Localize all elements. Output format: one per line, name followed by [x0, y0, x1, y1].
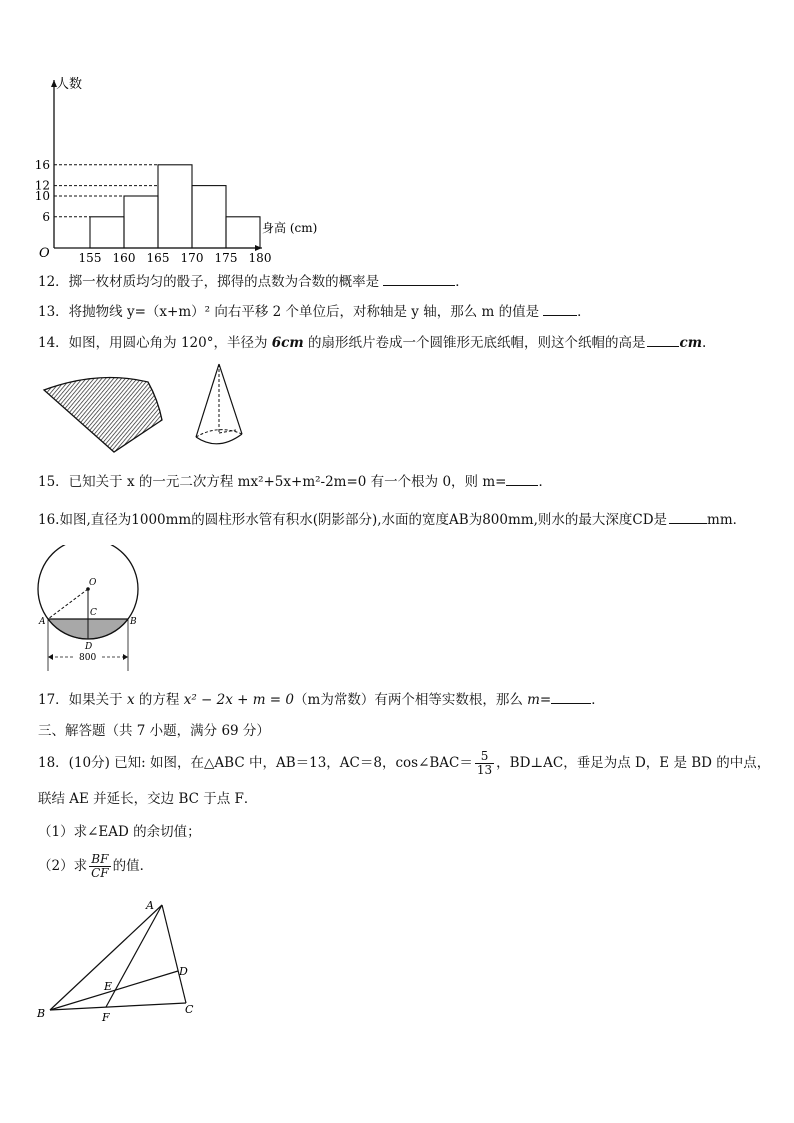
q13-end: ． [577, 304, 591, 320]
sector-shape [44, 378, 162, 453]
question-18-line2: 联结 AE 并延长，交边 BC 于点 F． [38, 791, 258, 807]
histogram-bar [90, 217, 124, 248]
origin-label: O [39, 246, 50, 261]
q18-ratio-num: BF [89, 853, 111, 867]
q17-equation: x² − 2x + m = 0 [183, 692, 295, 708]
q14-radius: 6cm [271, 335, 304, 351]
x-tick-label: 170 [180, 251, 204, 265]
q15-end: ． [538, 474, 552, 490]
triangle-figure [34, 895, 204, 1025]
label-c: C [90, 608, 97, 618]
q17-answer-blank[interactable] [551, 690, 591, 704]
label-b: B [37, 1007, 46, 1020]
q17-mid: 的方程 [134, 692, 184, 708]
question-14 [38, 333, 706, 352]
q13-answer-blank[interactable] [543, 302, 577, 316]
label-d: D [85, 642, 93, 652]
q14-end: . [702, 335, 707, 351]
q15-answer-blank[interactable] [506, 472, 538, 486]
pipe-cross-section-figure [34, 545, 144, 675]
q15-text: 15．已知关于 x 的一元二次方程 mx²+5x+m²-2m=0 有一个根为 0，则 m= [38, 474, 507, 490]
label-a: A [39, 617, 46, 627]
cone-figure [190, 360, 250, 452]
section-heading: 三、解答题（共 7 小题，满分 69 分） [38, 723, 270, 739]
q14-unit: cm [679, 335, 702, 351]
q17-pre: 17．如果关于 [38, 692, 127, 708]
label-b: B [130, 617, 137, 627]
x-tick-label: 175 [214, 251, 238, 265]
q14-post: 的扇形纸片卷成一个圆锥形无底纸帽，则这个纸帽的高是 [303, 335, 646, 351]
q17-m: m [527, 692, 540, 708]
histogram-bar [124, 196, 158, 248]
q16-text: 16.如图,直径为1000mm的圆柱形水管有积水(阴影部分),水面的宽度AB为800mm,则水的最大深度CD是 [38, 512, 668, 528]
q17-eq: = [539, 692, 552, 708]
q14-pre: 14．如图，用圆心角为 120°，半径为 [38, 335, 272, 351]
q18-cos-fraction [475, 750, 494, 777]
label-d: D [179, 965, 188, 978]
label-c: C [185, 1003, 194, 1016]
q17-paren: （m为常数）有两个相等实数根，那么 [294, 692, 528, 708]
histogram-bar [226, 217, 260, 248]
q18-line1-post: ，BD⊥AC，垂足为点 D，E 是 BD 的中点， [496, 755, 771, 771]
question-13 [38, 302, 591, 321]
histogram-chart [30, 70, 330, 265]
q14-answer-blank[interactable] [647, 333, 679, 347]
q16-end: mm． [707, 512, 747, 528]
q18-ratio-fraction [89, 853, 111, 880]
x-axis-label: 身高 (cm) [262, 221, 318, 235]
histogram-bar [158, 165, 192, 248]
q17-var: x [126, 692, 135, 708]
label-a: A [146, 899, 154, 912]
question-18-line1 [38, 748, 770, 778]
q12-end: ． [455, 274, 469, 290]
question-18-part1: （1）求∠EAD 的余切值； [38, 824, 201, 840]
x-tick-label: 155 [78, 251, 102, 265]
question-15 [38, 472, 552, 491]
q12-answer-blank[interactable] [383, 272, 455, 286]
q18-part2-post: 的值． [112, 858, 154, 874]
q18-line1-pre: 18．(10分) 已知: 如图，在△ABC 中，AB＝13，AC＝8，cos∠BAC＝ [38, 755, 473, 771]
q12-text: 12．掷一枚材质均匀的骰子，掷得的点数为合数的概率是 [38, 274, 380, 290]
y-axis-label: 人数 [56, 77, 83, 92]
y-tick-label: 6 [42, 209, 50, 224]
y-tick-label: 16 [34, 157, 50, 172]
q13-text: 13．将抛物线 y=（x+m）² 向右平移 2 个单位后，对称轴是 y 轴，那么 m 的值是 [38, 304, 540, 320]
label-e: E [104, 980, 113, 993]
y-tick-label: 10 [34, 189, 50, 203]
question-18-part2 [38, 848, 153, 884]
x-tick-label: 160 [112, 251, 136, 265]
label-o: O [89, 578, 97, 588]
q16-answer-blank[interactable] [669, 510, 707, 524]
question-17 [38, 690, 605, 709]
label-f: F [102, 1011, 110, 1024]
q18-ratio-den: CF [91, 866, 109, 880]
x-tick-label: 165 [146, 251, 170, 265]
histogram-bar [192, 186, 226, 248]
width-label: 800 [79, 653, 97, 663]
y-tick-label: 12 [34, 178, 50, 193]
question-12 [38, 272, 469, 291]
sector-figure [38, 370, 168, 455]
q17-end: ． [591, 692, 605, 708]
q18-frac-den: 13 [476, 763, 493, 777]
q18-part2-pre: （2）求 [38, 858, 88, 874]
question-16 [38, 510, 746, 529]
q18-frac-num: 5 [475, 750, 494, 764]
x-tick-label: 180 [248, 251, 272, 265]
